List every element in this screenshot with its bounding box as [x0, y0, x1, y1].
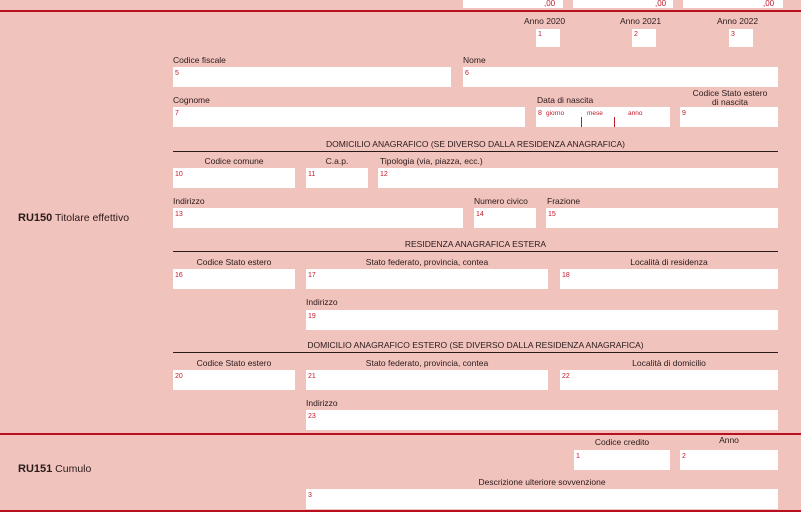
dom-stato-federato-num: 21	[308, 373, 316, 380]
top-amount-cents-1: ,00	[544, 0, 556, 8]
codice-comune-field[interactable]	[173, 168, 295, 188]
domicilio-section-line	[173, 151, 778, 152]
ru150-ru151-divider	[0, 433, 801, 435]
ru150-title: Titolare effettivo	[54, 212, 130, 224]
codice-fiscale-label: Codice fiscale	[173, 55, 226, 65]
indirizzo-label: Indirizzo	[173, 196, 205, 206]
codice-fiscale-field[interactable]	[173, 67, 451, 87]
stato-estero-nascita-label	[682, 89, 778, 106]
dom-codice-stato-num: 20	[175, 373, 183, 380]
data-nascita-num: 8	[538, 110, 542, 117]
dom-indirizzo-field[interactable]	[306, 410, 778, 430]
stato-estero-nascita-field[interactable]	[680, 107, 778, 127]
res-indirizzo-num: 19	[308, 313, 316, 320]
top-divider	[0, 10, 801, 12]
stato-estero-nascita-label-line2: di nascita	[712, 96, 748, 107]
res-indirizzo-label: Indirizzo	[306, 297, 338, 307]
dom-stato-federato-field[interactable]	[306, 370, 548, 390]
domicilio-estero-title: DOMICILIO ANAGRAFICO ESTERO (SE DIVERSO DALLA RESIDENZA ANAGRAFICA)	[307, 340, 644, 350]
ru151-row-label	[18, 464, 91, 475]
data-nascita-anno: anno	[628, 110, 643, 117]
dom-codice-stato-field[interactable]	[173, 370, 295, 390]
stato-estero-nascita-label-line1: Codice Stato estero	[692, 88, 768, 98]
dom-localita-field[interactable]	[560, 370, 778, 390]
data-nascita-giorno: giorno	[546, 110, 565, 117]
domicilio-estero-line	[173, 352, 778, 353]
descrizione-num: 3	[308, 492, 312, 499]
top-amount-cents-2: ,00	[655, 0, 667, 8]
ru151-title: Cumulo	[55, 463, 92, 475]
domicilio-section-title: DOMICILIO ANAGRAFICO (SE DIVERSO DALLA RESIDENZA ANAGRAFICA)	[326, 139, 625, 149]
dom-indirizzo-label: Indirizzo	[306, 398, 338, 408]
cognome-label: Cognome	[173, 95, 210, 105]
cognome-num: 7	[175, 110, 179, 117]
codice-credito-num: 1	[576, 453, 580, 460]
year-num-2020: 1	[538, 31, 542, 38]
dom-localita-num: 22	[562, 373, 570, 380]
res-localita-num: 18	[562, 272, 570, 279]
dom-stato-federato-label: Stato federato, provincia, contea	[365, 358, 489, 368]
cognome-field[interactable]	[173, 107, 525, 127]
indirizzo-field[interactable]	[173, 208, 463, 228]
anno-num: 2	[682, 453, 686, 460]
ru151-code: RU151	[18, 463, 53, 475]
cap-num: 11	[308, 171, 316, 178]
tipologia-num: 12	[380, 171, 388, 178]
data-nascita-sep-2	[614, 117, 615, 127]
year-label-2020: Anno 2020	[524, 16, 566, 26]
cap-field[interactable]	[306, 168, 368, 188]
data-nascita-sep-1	[581, 117, 582, 127]
ru150-row-label	[18, 213, 129, 224]
residenza-estera-title: RESIDENZA ANAGRAFICA ESTERA	[404, 239, 547, 249]
top-amount-cents-3: ,00	[763, 0, 775, 8]
res-stato-federato-label: Stato federato, provincia, contea	[365, 257, 489, 267]
frazione-field[interactable]	[546, 208, 778, 228]
tipologia-field[interactable]	[378, 168, 778, 188]
dom-indirizzo-num: 23	[308, 413, 316, 420]
res-stato-federato-num: 17	[308, 272, 316, 279]
data-nascita-label: Data di nascita	[537, 95, 594, 105]
residenza-estera-line	[173, 251, 778, 252]
nome-label: Nome	[463, 55, 486, 65]
year-num-2021: 2	[634, 31, 638, 38]
res-localita-field[interactable]	[560, 269, 778, 289]
frazione-num: 15	[548, 211, 556, 218]
dom-codice-stato-label: Codice Stato estero	[196, 358, 272, 368]
codice-comune-num: 10	[175, 171, 183, 178]
data-nascita-mese: mese	[587, 110, 603, 117]
anno-label: Anno	[719, 435, 739, 445]
tipologia-label: Tipologia (via, piazza, ecc.)	[380, 156, 483, 166]
descrizione-field[interactable]	[306, 489, 778, 509]
nome-field[interactable]	[463, 67, 778, 87]
nome-num: 6	[465, 70, 469, 77]
codice-comune-label: Codice comune	[204, 156, 264, 166]
frazione-label: Frazione	[547, 196, 581, 206]
indirizzo-num: 13	[175, 211, 183, 218]
descrizione-label: Descrizione ulteriore sovvenzione	[478, 477, 606, 487]
stato-estero-nascita-num: 9	[682, 110, 686, 117]
bottom-divider	[0, 510, 801, 512]
year-label-2022: Anno 2022	[717, 16, 759, 26]
cap-label: C.a.p.	[325, 156, 349, 166]
year-num-2022: 3	[731, 31, 735, 38]
res-stato-federato-field[interactable]	[306, 269, 548, 289]
numero-civico-label: Numero civico	[474, 196, 528, 206]
res-codice-stato-label: Codice Stato estero	[196, 257, 272, 267]
res-indirizzo-field[interactable]	[306, 310, 778, 330]
res-codice-stato-num: 16	[175, 272, 183, 279]
res-codice-stato-field[interactable]	[173, 269, 295, 289]
codice-credito-label: Codice credito	[594, 437, 650, 447]
res-localita-label: Località di residenza	[630, 257, 708, 267]
year-label-2021: Anno 2021	[620, 16, 662, 26]
codice-fiscale-num: 5	[175, 70, 179, 77]
anno-field[interactable]	[680, 450, 778, 470]
dom-localita-label: Località di domicilio	[632, 358, 706, 368]
ru150-code: RU150	[18, 212, 53, 224]
codice-credito-field[interactable]	[574, 450, 670, 470]
numero-civico-num: 14	[476, 211, 484, 218]
